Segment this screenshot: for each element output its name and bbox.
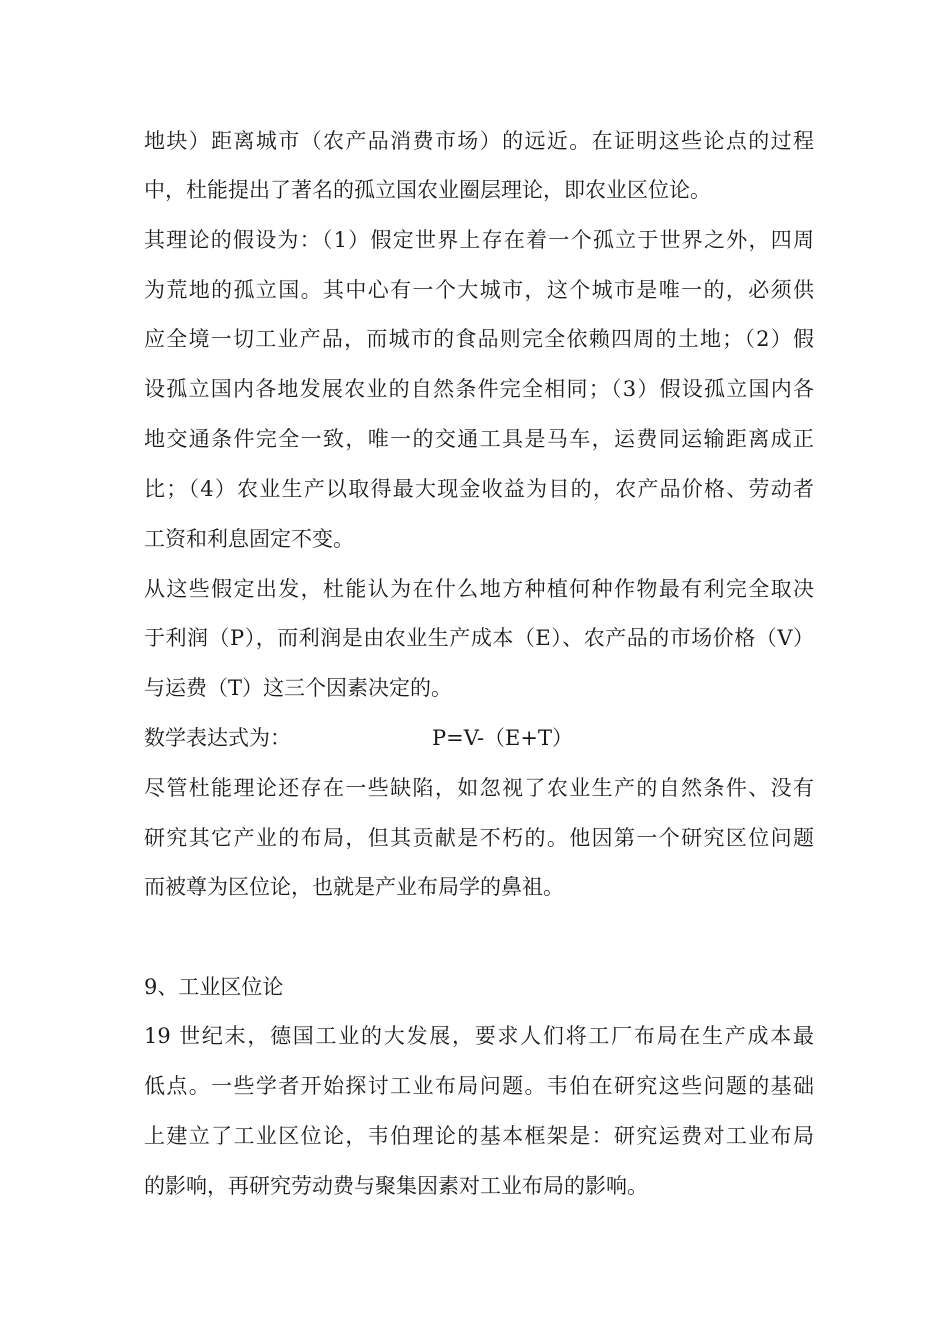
paragraph-1-line-1: 地块）距离城市（农产品消费市场）的远近。在证明这些论点的过程	[144, 129, 814, 153]
paragraph-5-line-4: 的影响，再研究劳动费与聚集因素对工业布局的影响。	[144, 1174, 648, 1198]
paragraph-3-line-2: 于利润（P），而利润是由农业生产成本（E）、农产品的市场价格（V）	[144, 626, 814, 650]
formula-label: 数学表达式为：	[144, 726, 291, 750]
paragraph-2-line-3: 应全境一切工业产品，而城市的食品则完全依赖四周的土地；（2）假	[144, 327, 814, 351]
paragraph-3-line-3: 与运费（T）这三个因素决定的。	[144, 676, 453, 700]
paragraph-2-line-4: 设孤立国内各地发展农业的自然条件完全相同；（3）假设孤立国内各	[144, 377, 814, 401]
paragraph-4-line-2: 研究其它产业的布局，但其贡献是不朽的。他因第一个研究区位问题	[144, 826, 814, 850]
paragraph-4-line-1: 尽管杜能理论还存在一些缺陷，如忽视了农业生产的自然条件、没有	[144, 776, 814, 800]
paragraph-4-line-3: 而被尊为区位论，也就是产业布局学的鼻祖。	[144, 875, 564, 899]
paragraph-2-line-2: 为荒地的孤立国。其中心有一个大城市，这个城市是唯一的，必须供	[144, 278, 814, 302]
paragraph-1-line-2: 中，杜能提出了著名的孤立国农业圈层理论，即农业区位论。	[144, 178, 711, 202]
paragraph-5-line-1: 19 世纪末，德国工业的大发展，要求人们将工厂布局在生产成本最	[144, 1024, 814, 1048]
paragraph-2-line-7: 工资和利息固定不变。	[144, 527, 354, 551]
paragraph-2-line-6: 比；（4）农业生产以取得最大现金收益为目的，农产品价格、劳动者	[144, 477, 814, 501]
section-heading: 9、工业区位论	[144, 975, 284, 999]
paragraph-2-line-1: 其理论的假设为：（1）假定世界上存在着一个孤立于世界之外，四周	[144, 228, 814, 252]
paragraph-5-line-3: 上建立了工业区位论，韦伯理论的基本框架是：研究运费对工业布局	[144, 1124, 814, 1148]
paragraph-2-line-5: 地交通条件完全一致，唯一的交通工具是马车，运费同运输距离成正	[144, 427, 814, 451]
paragraph-5-line-2: 低点。一些学者开始探讨工业布局问题。韦伯在研究这些问题的基础	[144, 1074, 814, 1098]
paragraph-3-line-1: 从这些假定出发，杜能认为在什么地方种植何种作物最有利完全取决	[144, 577, 814, 601]
formula-expression: P=V-（E+T）	[432, 726, 573, 750]
